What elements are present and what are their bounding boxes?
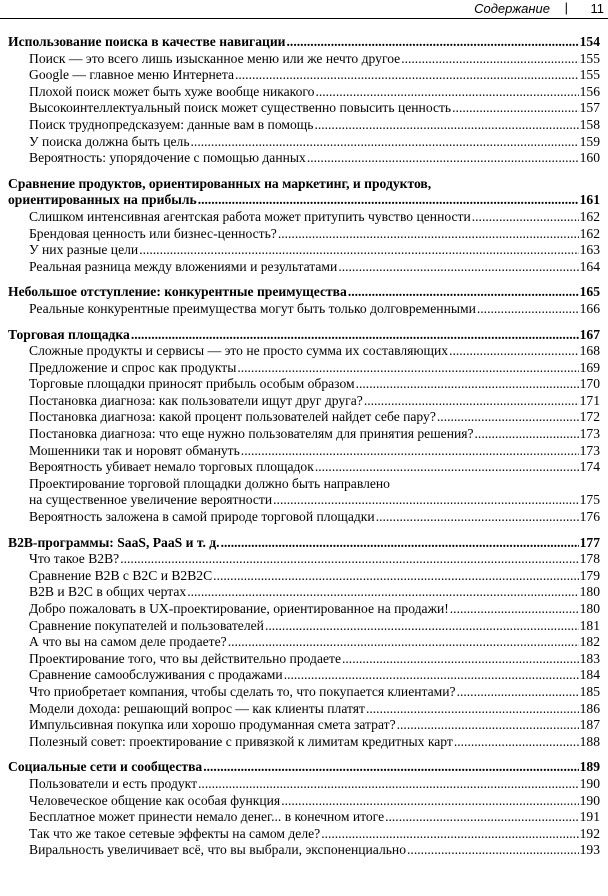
entry-title-line[interactable]: Проектирование торговой площадки должно быть направлено xyxy=(29,475,390,491)
page-number: 161 xyxy=(579,192,600,208)
toc-entry[interactable] xyxy=(8,734,600,751)
page-number: 182 xyxy=(579,634,600,650)
entry-title: Постановка диагноза: как пользователи ищут друг друга? xyxy=(29,392,363,408)
section-heading[interactable] xyxy=(8,192,600,209)
toc-section xyxy=(8,327,600,526)
dot-leader xyxy=(198,776,579,793)
dot-leader xyxy=(307,150,579,167)
entry-title: Вероятность: упорядочение с помощью данных xyxy=(29,150,306,166)
toc-entry[interactable] xyxy=(8,717,600,734)
entry-title: Мошенники так и норовят обмануть xyxy=(29,442,240,458)
dot-leader xyxy=(452,100,578,117)
toc-entry[interactable] xyxy=(8,601,600,618)
page-number: 186 xyxy=(579,700,600,716)
page-number: 187 xyxy=(579,717,600,733)
dot-leader xyxy=(397,717,579,734)
entry-title: Пользователи и есть продукт xyxy=(29,775,198,791)
page-number: 159 xyxy=(579,133,600,149)
header-separator: | xyxy=(564,0,568,15)
page-number: 191 xyxy=(579,809,600,825)
dot-leader xyxy=(450,601,579,618)
entry-title: Добро пожаловать в UX-проектирование, ориентированное на продажи! xyxy=(29,601,449,616)
dot-leader xyxy=(449,343,579,360)
entry-title: Плохой поиск может быть хуже вообще никакого xyxy=(29,83,315,99)
entry-title: Полезный совет: проектирование с привязкой к лимитам кредитных карт xyxy=(29,733,453,749)
page-number: 185 xyxy=(579,683,600,699)
dot-leader xyxy=(228,634,579,651)
dot-leader xyxy=(401,51,578,68)
page-number: 162 xyxy=(579,225,600,241)
toc-entry[interactable] xyxy=(8,376,600,393)
entry-title: У них разные цели xyxy=(29,242,139,258)
toc-entry[interactable] xyxy=(8,426,600,443)
page-number: 171 xyxy=(579,392,600,408)
section-heading[interactable] xyxy=(8,34,600,51)
entry-title: Сравнение покупателей и пользователей xyxy=(29,617,264,633)
dot-leader xyxy=(315,459,579,476)
dot-leader xyxy=(198,192,579,209)
page-number: 183 xyxy=(579,650,600,666)
toc-entry[interactable] xyxy=(8,459,600,476)
header-title: Содержание xyxy=(474,1,550,16)
entry-title: Сложные продукты и сервисы — это не просто сумма их составляющих xyxy=(29,343,449,359)
page-number: 156 xyxy=(579,83,600,99)
toc-entry[interactable] xyxy=(8,226,600,243)
dot-leader xyxy=(457,684,579,701)
entry-title: Бесплатное может принести немало денег... в конечном итоге xyxy=(29,809,385,825)
section-title: Торговая площадка xyxy=(8,326,130,342)
toc-entry[interactable] xyxy=(8,301,600,318)
dot-leader xyxy=(477,301,579,318)
page-number: 164 xyxy=(579,258,600,274)
page-number: 160 xyxy=(579,150,600,166)
page-number: 184 xyxy=(579,667,600,683)
entry-title: У поиска должна быть цель xyxy=(29,133,190,149)
dot-leader xyxy=(348,284,579,301)
toc-entry[interactable] xyxy=(8,84,600,101)
toc-entry[interactable] xyxy=(8,409,600,426)
entry-title: Так что же такое сетевые эффекты на самом деле? xyxy=(29,825,321,841)
dot-leader xyxy=(454,734,579,751)
entry-title: Постановка диагноза: что еще нужно пользователям для принятия решения? xyxy=(29,426,474,442)
page-number: 190 xyxy=(579,775,600,791)
dot-leader xyxy=(120,551,578,568)
toc-entry[interactable] xyxy=(8,259,600,276)
entry-title: Вероятность заложена в самой природе торговой площадки xyxy=(29,509,375,525)
page-number: 154 xyxy=(579,34,600,49)
page-number: 165 xyxy=(579,284,600,300)
entry-title: Высокоинтеллектуальный поиск может существенно повысить ценность xyxy=(29,100,452,116)
section-title: B2B-программы: SaaS, PaaS и т. д. xyxy=(8,534,220,550)
toc-entry[interactable] xyxy=(8,793,600,810)
page-number: 158 xyxy=(579,116,600,132)
page-number: 179 xyxy=(579,567,600,583)
dot-leader xyxy=(475,426,579,443)
page-number: 175 xyxy=(579,492,600,508)
page-number: 162 xyxy=(579,208,600,224)
section-heading[interactable] xyxy=(8,327,600,344)
page-number: 190 xyxy=(579,792,600,808)
toc-entry[interactable] xyxy=(8,134,600,151)
page-number: 193 xyxy=(579,842,600,858)
dot-leader xyxy=(364,393,579,410)
page-number: 174 xyxy=(579,459,600,475)
dot-leader xyxy=(407,842,579,859)
page-number: 173 xyxy=(579,426,600,442)
entry-title: Слишком интенсивная агентская работа может притупить чувство ценности xyxy=(29,208,471,224)
toc-section xyxy=(8,34,600,167)
dot-leader xyxy=(265,618,579,635)
toc-entry[interactable] xyxy=(8,684,600,701)
dot-leader xyxy=(315,84,578,101)
dot-leader xyxy=(203,759,578,776)
dot-leader xyxy=(241,443,579,460)
section-title: ориентированных на прибыль xyxy=(8,192,197,208)
dot-leader xyxy=(437,409,579,426)
section-heading[interactable] xyxy=(8,759,600,776)
dot-leader xyxy=(338,259,578,276)
entry-title: А что вы на самом деле продаете? xyxy=(29,634,227,650)
entry-title: Человеческое общение как особая функция xyxy=(29,792,281,808)
toc-entry[interactable] xyxy=(8,492,600,509)
dot-leader xyxy=(237,360,578,377)
entry-title: Google — главное меню Интернета xyxy=(29,67,234,83)
dot-leader xyxy=(356,376,579,393)
entry-title: Импульсивная покупка или хорошо продуманная смета затрат? xyxy=(29,717,396,733)
entry-title: Что такое B2B? xyxy=(29,551,120,567)
entry-title: Брендовая ценность или бизнес-ценность? xyxy=(29,225,277,241)
page-number: 178 xyxy=(579,551,600,567)
dot-leader xyxy=(385,809,579,826)
page-number: 170 xyxy=(579,376,600,392)
toc-entry[interactable] xyxy=(8,842,600,859)
dot-leader xyxy=(235,67,579,84)
toc-section xyxy=(8,535,600,751)
section-title: Использование поиска в качестве навигации xyxy=(8,34,286,49)
page-number: 188 xyxy=(579,733,600,749)
header-page-number: 11 xyxy=(590,1,604,16)
toc-entry[interactable] xyxy=(8,826,600,843)
toc-entry[interactable] xyxy=(8,67,600,84)
toc-entry[interactable] xyxy=(8,568,600,585)
section-title-line[interactable]: Сравнение продуктов, ориентированных на маркетинг, и продуктов, xyxy=(8,175,432,191)
toc-entry[interactable] xyxy=(8,667,600,684)
entry-title: Предложение и спрос как продукты xyxy=(29,359,237,375)
page-number: 189 xyxy=(579,759,600,775)
dot-leader xyxy=(366,701,579,718)
dot-leader xyxy=(342,651,579,668)
toc-entry[interactable] xyxy=(8,360,600,377)
running-header xyxy=(0,0,608,20)
toc-entry[interactable] xyxy=(8,509,600,526)
dot-leader xyxy=(287,34,579,51)
entry-title: Реальная разница между вложениями и результатами xyxy=(29,258,338,274)
toc-entry[interactable] xyxy=(8,51,600,68)
table-of-contents xyxy=(8,34,600,868)
page-number: 168 xyxy=(579,343,600,359)
dot-leader xyxy=(281,793,578,810)
page-number: 177 xyxy=(579,534,600,550)
page-number: 155 xyxy=(579,67,600,83)
page-number: 155 xyxy=(579,50,600,66)
section-heading[interactable] xyxy=(8,284,600,301)
dot-leader xyxy=(191,134,579,151)
toc-entry[interactable] xyxy=(8,776,600,793)
dot-leader xyxy=(273,492,578,509)
page-number: 157 xyxy=(579,100,600,116)
dot-leader xyxy=(139,242,578,259)
entry-title: Реальные конкурентные преимущества могут быть только долговременными xyxy=(29,300,476,316)
entry-title: Сравнение самообслуживания с продажами xyxy=(29,667,283,683)
entry-title: Торговые площадки приносят прибыль особым образом xyxy=(29,376,355,392)
page-number: 166 xyxy=(579,300,600,316)
section-title: Небольшое отступление: конкурентные преимущества xyxy=(8,284,347,300)
page-number: 172 xyxy=(579,409,600,425)
section-heading[interactable] xyxy=(8,535,600,552)
entry-title: Сравнение B2B с B2C и B2B2C xyxy=(29,567,213,583)
toc-entry[interactable] xyxy=(8,150,600,167)
section-title: Социальные сети и сообщества xyxy=(8,759,203,775)
toc-section xyxy=(8,176,600,276)
toc-entry[interactable] xyxy=(8,701,600,718)
page-number: 167 xyxy=(579,326,600,342)
page-number: 169 xyxy=(579,359,600,375)
toc-entry[interactable] xyxy=(8,809,600,826)
entry-title: Вероятность убивает немало торговых площадок xyxy=(29,459,314,475)
entry-title: Постановка диагноза: какой процент пользователей найдет себе пару? xyxy=(29,409,436,425)
toc-entry[interactable] xyxy=(8,393,600,410)
toc-entry[interactable] xyxy=(8,651,600,668)
toc-entry[interactable] xyxy=(8,634,600,651)
toc-entry[interactable] xyxy=(8,618,600,635)
dot-leader xyxy=(213,568,578,585)
toc-entry[interactable] xyxy=(8,100,600,117)
entry-title: Поиск труднопредсказуем: данные вам в помощь xyxy=(29,116,314,132)
entry-title: B2B и B2C в общих чертах xyxy=(29,584,187,600)
toc-section xyxy=(8,284,600,317)
dot-leader xyxy=(278,226,579,243)
dot-leader xyxy=(472,209,579,226)
dot-leader xyxy=(221,535,579,552)
entry-title: Виральность увеличивает всё, что вы выбрали, экспоненциально xyxy=(29,842,407,858)
toc-entry[interactable] xyxy=(8,584,600,601)
dot-leader xyxy=(321,826,578,843)
toc-entry[interactable] xyxy=(8,343,600,360)
page-number: 163 xyxy=(579,242,600,258)
entry-title: Модели дохода: решающий вопрос — как клиенты платят xyxy=(29,700,365,716)
entry-title: Что приобретает компания, чтобы сделать то, что покупается клиентами? xyxy=(29,683,456,699)
toc-entry[interactable] xyxy=(8,117,600,134)
dot-leader xyxy=(284,667,579,684)
dot-leader xyxy=(314,117,578,134)
page-number: 176 xyxy=(579,509,600,525)
dot-leader xyxy=(187,584,578,601)
entry-title: Поиск — это всего лишь изысканное меню или же нечто другое xyxy=(29,50,401,66)
toc-entry[interactable] xyxy=(8,209,600,226)
page-number: 181 xyxy=(579,617,600,633)
toc-entry[interactable] xyxy=(8,443,600,460)
toc-entry[interactable] xyxy=(8,242,600,259)
dot-leader xyxy=(376,509,579,526)
entry-title: Проектирование того, что вы действительно продаете xyxy=(29,650,341,666)
dot-leader xyxy=(131,327,579,344)
toc-entry[interactable] xyxy=(8,551,600,568)
page-number: 180 xyxy=(579,584,600,600)
page-number: 173 xyxy=(579,442,600,458)
page-number: 192 xyxy=(579,825,600,841)
toc-section xyxy=(8,759,600,859)
entry-title: на существенное увеличение вероятности xyxy=(29,492,273,508)
page-number: 180 xyxy=(579,601,600,616)
header-rule xyxy=(0,18,608,19)
